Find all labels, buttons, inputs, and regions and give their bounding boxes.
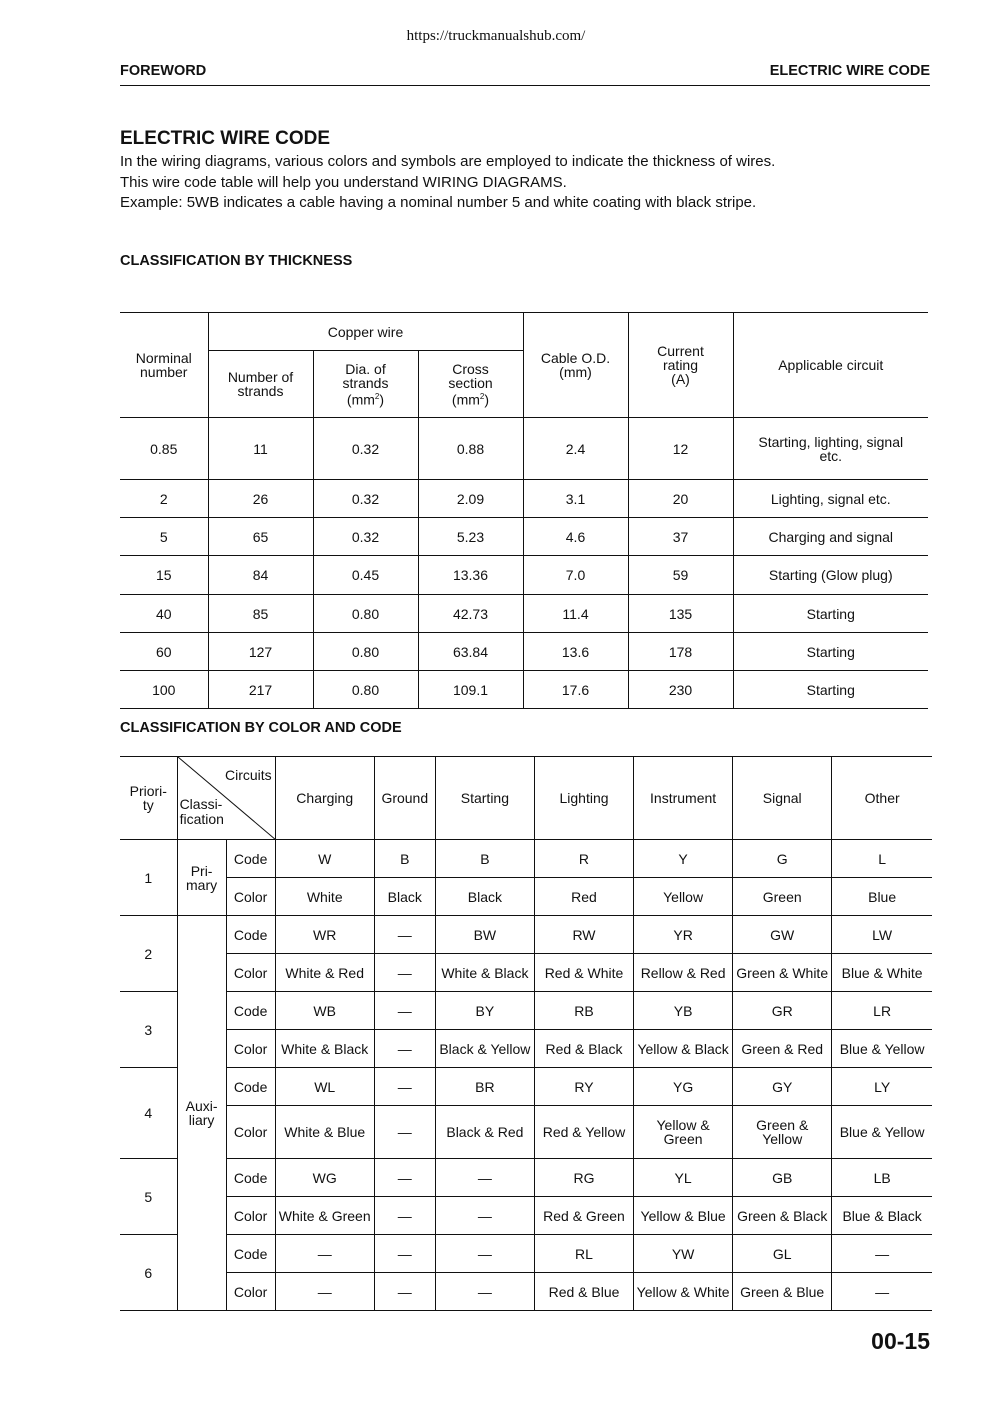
table-cell: 0.85 [120,418,208,480]
table-cell: 2.09 [418,480,523,518]
table-cell: 0.32 [313,480,418,518]
color-label: Color [226,1030,275,1068]
color-cell: Red [534,878,633,916]
circuit-cell [733,633,928,671]
table-row [120,595,928,633]
code-label: Code [226,992,275,1030]
table-row [120,480,928,518]
header-cable-od: Cable O.D. (mm) [523,313,628,418]
circuit-cell [733,556,928,595]
code-cell: Y [634,840,733,878]
circuit-line: Starting, lighting, signal [758,433,904,450]
code-label: Code [226,916,275,954]
color-line: Yellow [762,1131,803,1147]
color-cell: White [275,878,374,916]
code-cell: BR [435,1068,534,1106]
table-cell: 0.45 [313,556,418,595]
color-cell: Green [733,878,832,916]
color-code-heading: CLASSIFICATION BY COLOR AND CODE [120,720,402,736]
intro-line: This wire code table will help you understand WIRING DIAGRAMS. [120,173,567,191]
classification-auxiliary [177,916,226,1311]
table-row [120,671,928,709]
table-cell: 217 [208,671,313,709]
circuit-cell [733,518,928,556]
code-cell: WR [275,916,374,954]
color-cell: Yellow & White [634,1273,733,1311]
table-cell: 63.84 [418,633,523,671]
code-cell: BW [435,916,534,954]
color-line: Yellow & [656,1117,710,1133]
header-dia-of-strands: Dia. of strands $(mm^2)$ [313,351,418,418]
table-cell: 5.23 [418,518,523,556]
table-row [120,556,928,595]
table-cell: 3.1 [523,480,628,518]
table-cell: 127 [208,633,313,671]
circuit-line: Starting [806,681,855,698]
color-cell: — [374,1106,435,1159]
table-cell: 2.4 [523,418,628,480]
code-cell: GR [733,992,832,1030]
table-cell: 11.4 [523,595,628,633]
color-cell: Blue & Yellow [832,1030,932,1068]
intro-text [120,152,775,214]
color-cell: Red & Green [534,1197,633,1235]
table-row [120,1106,932,1159]
table-cell: 85 [208,595,313,633]
table-cell: 135 [628,595,733,633]
color-cell: White & Blue [275,1106,374,1159]
table-row [120,1159,932,1197]
color-cell: — [832,1273,932,1311]
thickness-table [120,312,928,709]
color-cell: Green & Blue [733,1273,832,1311]
color-cell: White & Green [275,1197,374,1235]
code-cell: WB [275,992,374,1030]
header-col: Other [832,757,932,840]
code-cell: — [374,1068,435,1106]
table-row [120,916,932,954]
color-cell: Red & White [534,954,633,992]
header-copper-wire: Copper wire [208,313,523,351]
color-cell: — [275,1273,374,1311]
table-cell: 0.80 [313,595,418,633]
code-cell: — [275,1235,374,1273]
code-cell: LB [832,1159,932,1197]
color-cell: Red & Black [534,1030,633,1068]
code-cell: RB [534,992,633,1030]
table-row [120,954,932,992]
table-cell: 13.6 [523,633,628,671]
table-cell: 0.32 [313,518,418,556]
classification-line: liary [188,1112,215,1128]
table-cell: 42.73 [418,595,523,633]
source-url[interactable]: https://truckmanualshub.com/ [406,28,586,44]
header-circuits-classification [177,757,275,840]
color-cell: Blue & White [832,954,932,992]
code-cell: LY [832,1068,932,1106]
code-cell: YB [634,992,733,1030]
circuit-cell [733,418,928,480]
table-row [120,1068,932,1106]
color-cell: Black & Red [435,1106,534,1159]
table-cell: 230 [628,671,733,709]
code-cell: — [374,1235,435,1273]
code-cell: BY [435,992,534,1030]
table-cell: 40 [120,595,208,633]
thickness-heading: CLASSIFICATION BY THICKNESS [120,253,353,269]
table-cell: 65 [208,518,313,556]
priority-cell: 4 [120,1068,177,1159]
color-cell: — [435,1197,534,1235]
table-cell: 59 [628,556,733,595]
code-cell: YW [634,1235,733,1273]
table-cell: 37 [628,518,733,556]
classification-primary [177,840,226,916]
code-cell: GB [733,1159,832,1197]
table-row [120,1235,932,1273]
color-cell: White & Black [275,1030,374,1068]
table-cell: 60 [120,633,208,671]
table-row [120,840,932,878]
section-title: ELECTRIC WIRE CODE [120,128,331,149]
table-cell: 178 [628,633,733,671]
priority-cell: 1 [120,840,177,916]
color-line: Green & [756,1117,809,1133]
color-code-table [120,756,932,1311]
circuit-line: Charging and signal [768,528,894,545]
code-cell: RW [534,916,633,954]
table-row [120,1197,932,1235]
code-cell: YL [634,1159,733,1197]
header-number-of-strands: Number of strands [208,351,313,418]
code-cell: W [275,840,374,878]
color-cell [733,1106,832,1159]
table-row [120,1273,932,1311]
circuit-line: Lighting, signal etc. [770,490,891,507]
color-cell: Blue & Black [832,1197,932,1235]
code-cell: — [374,1159,435,1197]
code-cell: — [832,1235,932,1273]
color-cell: Black [435,878,534,916]
circuit-cell [733,480,928,518]
priority-cell: 2 [120,916,177,992]
thickness-table-body [120,418,928,709]
code-cell: — [374,992,435,1030]
header-col: Starting [435,757,534,840]
circuit-line: Starting [806,643,855,660]
page-header [120,63,930,86]
header-col: Signal [733,757,832,840]
color-label: Color [226,1273,275,1311]
table-cell: 5 [120,518,208,556]
table-cell: 2 [120,480,208,518]
code-label: Code [226,1068,275,1106]
circuit-line: Starting [806,605,855,622]
classification-line: Pri- [190,862,213,879]
table-cell: 20 [628,480,733,518]
color-code-table-body [120,840,932,1311]
table-row [120,878,932,916]
table-row [120,418,928,480]
table-row [120,1030,932,1068]
code-cell: G [733,840,832,878]
table-cell: 0.88 [418,418,523,480]
circuit-line: etc. [819,447,843,464]
intro-line: In the wiring diagrams, various colors and symbols are employed to indicate the thickness of wires. [120,153,776,170]
header-right: ELECTRIC WIRE CODE [769,63,930,79]
table-cell: 15 [120,556,208,595]
code-cell: RL [534,1235,633,1273]
table-cell: 17.6 [523,671,628,709]
table-row [120,518,928,556]
table-cell: 7.0 [523,556,628,595]
code-cell: GY [733,1068,832,1106]
table-cell: 84 [208,556,313,595]
code-label: Code [226,1235,275,1273]
header-cross-section: Cross section $(mm^2)$ [418,351,523,418]
code-cell: WG [275,1159,374,1197]
circuit-cell [733,671,928,709]
code-cell: YR [634,916,733,954]
table-cell: 13.36 [418,556,523,595]
color-cell: Yellow & Blue [634,1197,733,1235]
color-label: Color [226,1106,275,1159]
priority-cell: 3 [120,992,177,1068]
code-cell: RY [534,1068,633,1106]
table-cell: 4.6 [523,518,628,556]
classification-line: Auxi- [185,1098,218,1114]
code-cell: RG [534,1159,633,1197]
color-cell: — [374,1273,435,1311]
code-cell: LR [832,992,932,1030]
code-cell: GL [733,1235,832,1273]
color-cell: — [435,1273,534,1311]
header-applicable-circuit: Applicable circuit [733,313,928,418]
header-col: Charging [275,757,374,840]
color-cell: Green & Red [733,1030,832,1068]
code-cell: B [435,840,534,878]
color-cell: White & Black [435,954,534,992]
header-circuits: Circuits [224,767,272,783]
color-cell: Black & Yellow [435,1030,534,1068]
color-label: Color [226,954,275,992]
code-cell: — [374,916,435,954]
table-cell: 12 [628,418,733,480]
color-cell: Rellow & Red [634,954,733,992]
code-cell: B [374,840,435,878]
intro-line: Example: 5WB indicates a cable having a nominal number 5 and white coating with black stripe. [120,194,757,211]
header-nominal-number: Norminal number [120,313,208,418]
header-col: Ground [374,757,435,840]
color-cell [634,1106,733,1159]
table-cell: 100 [120,671,208,709]
header-classification: Classi- fication [179,796,224,827]
circuit-cell [733,595,928,633]
code-cell: L [832,840,932,878]
priority-cell: 6 [120,1235,177,1311]
color-cell: Yellow & Black [634,1030,733,1068]
color-cell: Blue [832,878,932,916]
color-label: Color [226,878,275,916]
code-cell: R [534,840,633,878]
table-row [120,633,928,671]
code-cell: WL [275,1068,374,1106]
color-cell: Green & White [733,954,832,992]
code-label: Code [226,840,275,878]
table-cell: 0.80 [313,671,418,709]
priority-cell: 5 [120,1159,177,1235]
header-col: Lighting [534,757,633,840]
color-cell: Black [374,878,435,916]
code-cell: YG [634,1068,733,1106]
header-current-rating: Current rating (A) [628,313,733,418]
code-cell: LW [832,916,932,954]
header-col: Instrument [634,757,733,840]
code-cell: — [435,1159,534,1197]
table-cell: 0.32 [313,418,418,480]
page-number: 00-15 [871,1328,930,1354]
classification-line: mary [186,876,218,893]
color-cell: — [374,1030,435,1068]
table-row [120,992,932,1030]
color-cell: Yellow [634,878,733,916]
color-line: Green [663,1131,703,1147]
color-cell: Blue & Yellow [832,1106,932,1159]
code-cell: GW [733,916,832,954]
table-cell: 11 [208,418,313,480]
code-cell: — [435,1235,534,1273]
color-cell: — [374,954,435,992]
table-cell: 109.1 [418,671,523,709]
color-cell: White & Red [275,954,374,992]
code-label: Code [226,1159,275,1197]
color-cell: Red & Yellow [534,1106,633,1159]
header-left: FOREWORD [120,63,207,79]
header-priority: Priori- ty [120,757,177,840]
table-cell: 0.80 [313,633,418,671]
table-cell: 26 [208,480,313,518]
circuit-line: Starting (Glow plug) [768,567,893,583]
color-label: Color [226,1197,275,1235]
color-cell: — [374,1197,435,1235]
color-cell: Green & Black [733,1197,832,1235]
color-cell: Red & Blue [534,1273,633,1311]
